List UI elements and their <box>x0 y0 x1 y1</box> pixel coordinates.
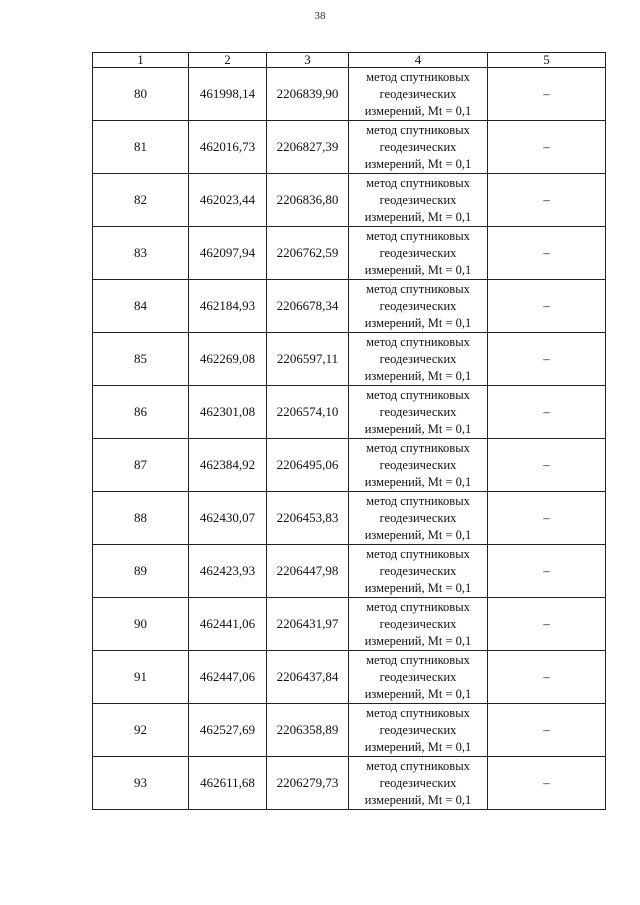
table-header-row <box>93 53 606 68</box>
table-row <box>93 757 606 810</box>
note-cell: – <box>488 227 606 280</box>
x-coordinate-cell: 462097,94 <box>189 227 267 280</box>
method-cell: метод спутниковых геодезических измерений, Mt = 0,1 <box>349 68 488 121</box>
point-number-cell: 85 <box>93 333 189 386</box>
method-cell: метод спутниковых геодезических измерений, Mt = 0,1 <box>349 492 488 545</box>
note-cell: – <box>488 280 606 333</box>
x-coordinate-cell: 462527,69 <box>189 704 267 757</box>
column-header-1: 1 <box>93 53 189 68</box>
y-coordinate-cell: 2206358,89 <box>267 704 349 757</box>
x-coordinate-cell: 462016,73 <box>189 121 267 174</box>
x-coordinate-cell: 462447,06 <box>189 651 267 704</box>
method-cell: метод спутниковых геодезических измерений, Mt = 0,1 <box>349 439 488 492</box>
y-coordinate-cell: 2206447,98 <box>267 545 349 598</box>
table-row <box>93 492 606 545</box>
note-cell: – <box>488 598 606 651</box>
coordinates-table <box>92 52 606 810</box>
table-row <box>93 545 606 598</box>
point-number-cell: 88 <box>93 492 189 545</box>
method-cell: метод спутниковых геодезических измерений, Mt = 0,1 <box>349 545 488 598</box>
column-header-5: 5 <box>488 53 606 68</box>
x-coordinate-cell: 462423,93 <box>189 545 267 598</box>
x-coordinate-cell: 462384,92 <box>189 439 267 492</box>
method-cell: метод спутниковых геодезических измерений, Mt = 0,1 <box>349 174 488 227</box>
method-cell: метод спутниковых геодезических измерений, Mt = 0,1 <box>349 227 488 280</box>
table-row <box>93 704 606 757</box>
table-row <box>93 227 606 280</box>
table-row <box>93 598 606 651</box>
coordinates-table-body <box>93 53 606 810</box>
method-cell: метод спутниковых геодезических измерений, Mt = 0,1 <box>349 757 488 810</box>
note-cell: – <box>488 333 606 386</box>
point-number-cell: 80 <box>93 68 189 121</box>
y-coordinate-cell: 2206597,11 <box>267 333 349 386</box>
point-number-cell: 91 <box>93 651 189 704</box>
x-coordinate-cell: 462611,68 <box>189 757 267 810</box>
method-cell: метод спутниковых геодезических измерений, Mt = 0,1 <box>349 598 488 651</box>
point-number-cell: 92 <box>93 704 189 757</box>
table-row <box>93 333 606 386</box>
y-coordinate-cell: 2206827,39 <box>267 121 349 174</box>
table-row <box>93 68 606 121</box>
method-cell: метод спутниковых геодезических измерений, Mt = 0,1 <box>349 651 488 704</box>
note-cell: – <box>488 545 606 598</box>
table-row <box>93 121 606 174</box>
y-coordinate-cell: 2206453,83 <box>267 492 349 545</box>
column-header-4: 4 <box>349 53 488 68</box>
note-cell: – <box>488 492 606 545</box>
y-coordinate-cell: 2206678,34 <box>267 280 349 333</box>
table-row <box>93 651 606 704</box>
point-number-cell: 86 <box>93 386 189 439</box>
x-coordinate-cell: 461998,14 <box>189 68 267 121</box>
y-coordinate-cell: 2206762,59 <box>267 227 349 280</box>
point-number-cell: 87 <box>93 439 189 492</box>
method-cell: метод спутниковых геодезических измерений, Mt = 0,1 <box>349 333 488 386</box>
method-cell: метод спутниковых геодезических измерений, Mt = 0,1 <box>349 121 488 174</box>
point-number-cell: 82 <box>93 174 189 227</box>
point-number-cell: 83 <box>93 227 189 280</box>
point-number-cell: 84 <box>93 280 189 333</box>
x-coordinate-cell: 462184,93 <box>189 280 267 333</box>
method-cell: метод спутниковых геодезических измерений, Mt = 0,1 <box>349 280 488 333</box>
x-coordinate-cell: 462430,07 <box>189 492 267 545</box>
y-coordinate-cell: 2206839,90 <box>267 68 349 121</box>
note-cell: – <box>488 386 606 439</box>
note-cell: – <box>488 121 606 174</box>
note-cell: – <box>488 704 606 757</box>
note-cell: – <box>488 68 606 121</box>
y-coordinate-cell: 2206437,84 <box>267 651 349 704</box>
y-coordinate-cell: 2206279,73 <box>267 757 349 810</box>
note-cell: – <box>488 174 606 227</box>
table-row <box>93 386 606 439</box>
note-cell: – <box>488 651 606 704</box>
point-number-cell: 89 <box>93 545 189 598</box>
y-coordinate-cell: 2206431,97 <box>267 598 349 651</box>
column-header-2: 2 <box>189 53 267 68</box>
column-header-3: 3 <box>267 53 349 68</box>
table-row <box>93 280 606 333</box>
point-number-cell: 93 <box>93 757 189 810</box>
method-cell: метод спутниковых геодезических измерений, Mt = 0,1 <box>349 704 488 757</box>
x-coordinate-cell: 462301,08 <box>189 386 267 439</box>
y-coordinate-cell: 2206495,06 <box>267 439 349 492</box>
method-cell: метод спутниковых геодезических измерений, Mt = 0,1 <box>349 386 488 439</box>
note-cell: – <box>488 439 606 492</box>
table-row <box>93 439 606 492</box>
x-coordinate-cell: 462269,08 <box>189 333 267 386</box>
page-number: 38 <box>314 10 326 22</box>
note-cell: – <box>488 757 606 810</box>
point-number-cell: 81 <box>93 121 189 174</box>
y-coordinate-cell: 2206574,10 <box>267 386 349 439</box>
x-coordinate-cell: 462441,06 <box>189 598 267 651</box>
point-number-cell: 90 <box>93 598 189 651</box>
table-row <box>93 174 606 227</box>
y-coordinate-cell: 2206836,80 <box>267 174 349 227</box>
x-coordinate-cell: 462023,44 <box>189 174 267 227</box>
